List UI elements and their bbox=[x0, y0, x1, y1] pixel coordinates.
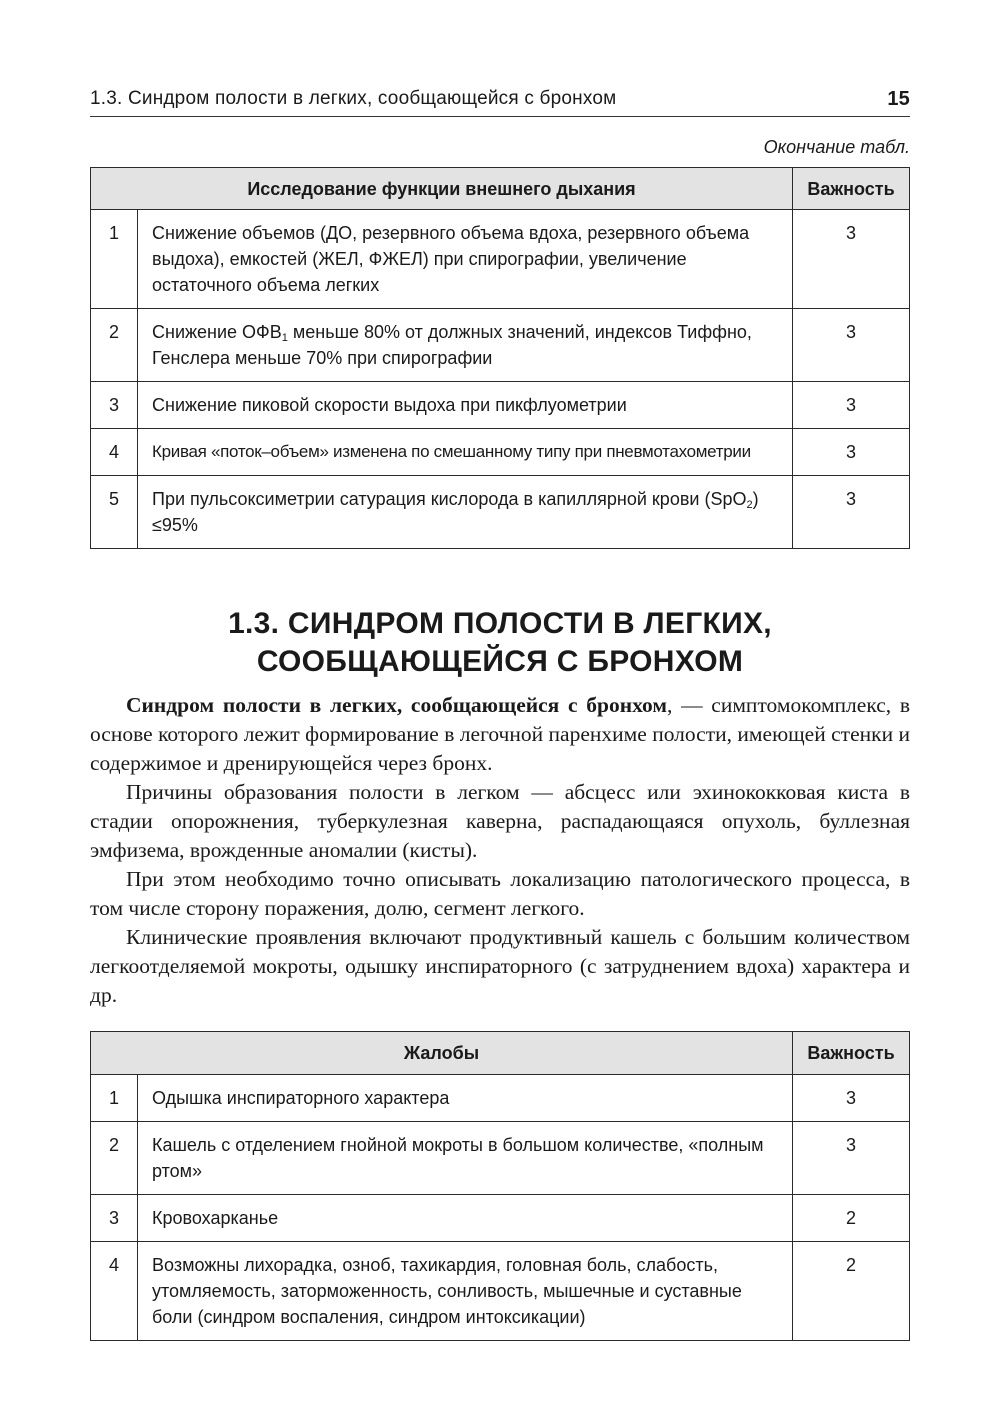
table-row bbox=[91, 429, 910, 476]
row-text-part: Снижение ОФВ bbox=[152, 322, 282, 342]
row-text-part: меньше 80% от должных значений, индексов Тиффно, Генслера меньше 70% при спирографии bbox=[152, 322, 752, 368]
row-importance: 3 bbox=[793, 309, 910, 382]
row-importance: 2 bbox=[793, 1195, 910, 1242]
row-number: 3 bbox=[91, 382, 138, 429]
table-row bbox=[91, 1242, 910, 1341]
row-text: Снижение объемов (ДО, резервного объема вдоха, резервного объема выдоха), емкостей (ЖЕЛ, ФЖЕЛ) при спирографии, увеличение остаточного объема легких bbox=[138, 210, 793, 309]
table-continuation-caption: Окончание табл. bbox=[763, 137, 910, 157]
table-header-row bbox=[91, 1032, 910, 1075]
row-text bbox=[138, 309, 793, 382]
row-importance: 3 bbox=[793, 1075, 910, 1122]
row-importance: 2 bbox=[793, 1242, 910, 1341]
respiratory-function-table bbox=[90, 167, 910, 549]
paragraph bbox=[90, 691, 910, 778]
row-number: 1 bbox=[91, 1075, 138, 1122]
complaints-table bbox=[90, 1031, 910, 1341]
table-row bbox=[91, 1075, 910, 1122]
table-row bbox=[91, 476, 910, 549]
row-importance: 3 bbox=[793, 429, 910, 476]
row-number: 3 bbox=[91, 1195, 138, 1242]
row-number: 4 bbox=[91, 1242, 138, 1341]
running-title: 1.3. Синдром полости в легких, сообщающейся с бронхом bbox=[90, 88, 617, 109]
table-row bbox=[91, 309, 910, 382]
section-heading-line: СООБЩАЮЩЕЙСЯ С БРОНХОМ bbox=[256, 645, 744, 678]
row-text-part: При пульсоксиметрии сатурация кислорода в капиллярной крови (SpO bbox=[152, 489, 747, 509]
row-number: 2 bbox=[91, 1122, 138, 1195]
column-header-investigation: Исследование функции внешнего дыхания bbox=[91, 168, 793, 210]
table-row bbox=[91, 1122, 910, 1195]
section-heading bbox=[90, 605, 910, 681]
column-header-complaints: Жалобы bbox=[91, 1032, 793, 1075]
row-text: Кашель с отделением гнойной мокроты в большом количестве, «полным ртом» bbox=[138, 1122, 793, 1195]
row-importance: 3 bbox=[793, 476, 910, 549]
row-importance: 3 bbox=[793, 382, 910, 429]
paragraph: Клинические проявления включают продуктивный кашель с большим количеством легкоотделяемой мокроты, одышку инспираторного (с затруднением вдоха) характера и др. bbox=[90, 925, 910, 1007]
paragraph: Причины образования полости в легком — абсцесс или эхинококковая киста в стадии опорожнения, туберкулезная каверна, распадающаяся опухоль, буллезная эмфизема, врожденные аномалии (кисты). bbox=[90, 780, 910, 862]
page-number: 15 bbox=[887, 88, 910, 110]
subscript: 1 bbox=[281, 332, 288, 344]
table-row bbox=[91, 210, 910, 309]
row-number: 5 bbox=[91, 476, 138, 549]
term-definition: Синдром полости в легких, сообщающейся с бронхом bbox=[126, 693, 668, 717]
column-header-importance: Важность bbox=[793, 1032, 910, 1075]
column-header-importance: Важность bbox=[793, 168, 910, 210]
row-text: Одышка инспираторного характера bbox=[138, 1075, 793, 1122]
row-text-part: ) ≤95% bbox=[152, 489, 759, 535]
row-text: Кровохарканье bbox=[138, 1195, 793, 1242]
section-body bbox=[90, 691, 910, 1010]
row-importance: 3 bbox=[793, 210, 910, 309]
row-number: 1 bbox=[91, 210, 138, 309]
row-text bbox=[138, 476, 793, 549]
row-number: 4 bbox=[91, 429, 138, 476]
row-number: 2 bbox=[91, 309, 138, 382]
row-importance: 3 bbox=[793, 1122, 910, 1195]
row-text: Снижение пиковой скорости выдоха при пикфлуометрии bbox=[138, 382, 793, 429]
section-heading-line: 1.3. СИНДРОМ ПОЛОСТИ В ЛЕГКИХ, bbox=[228, 607, 772, 640]
table-header-row bbox=[91, 168, 910, 210]
table-row bbox=[91, 1195, 910, 1242]
paragraph: При этом необходимо точно описывать локализацию патологического процесса, в том числе сторону поражения, долю, сегмент легкого. bbox=[90, 867, 910, 920]
paragraph-text: , — симптомокомплекс, в основе которого лежит формирование в легочной паренхиме полости, имеющей стенки и содержимое и дренирующейся через бронх. bbox=[90, 693, 910, 775]
row-text: Возможны лихорадка, озноб, тахикардия, головная боль, слабость, утомляемость, заторможенность, сонливость, мышечные и суставные боли (синдром воспаления, синдром интоксикации) bbox=[138, 1242, 793, 1341]
subscript: 2 bbox=[746, 499, 753, 511]
running-header bbox=[90, 88, 910, 117]
row-text: Кривая «поток–объем» изменена по смешанному типу при пневмотахометрии bbox=[138, 429, 793, 476]
table-row bbox=[91, 382, 910, 429]
